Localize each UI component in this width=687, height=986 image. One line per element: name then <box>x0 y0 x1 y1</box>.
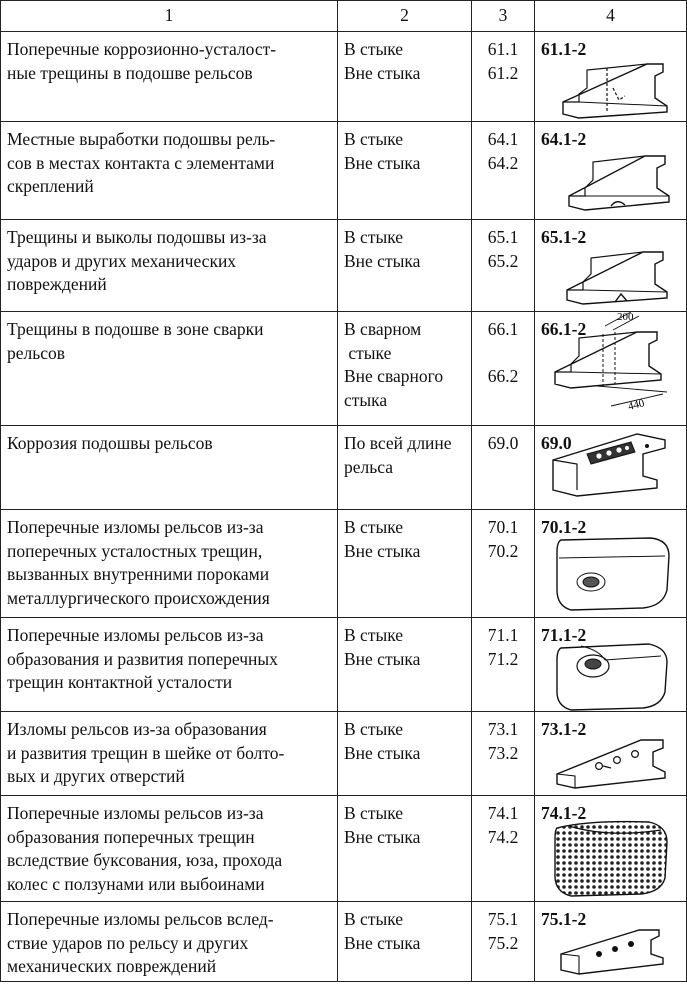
code-cell: 71.1 71.2 <box>472 618 535 712</box>
figure-cell <box>535 426 687 510</box>
table-row <box>1 510 687 618</box>
figure-cell <box>535 312 687 426</box>
rail-crack-illustration <box>555 58 675 122</box>
fracture-illustration <box>551 534 675 614</box>
code-cell: 65.1 65.2 <box>472 220 535 312</box>
header-col-2: 2 <box>338 1 472 32</box>
location-cell: В стыке Вне стыка <box>338 32 472 122</box>
location-cell: В стыке Вне стыка <box>338 796 472 902</box>
table-row <box>1 32 687 122</box>
figure-label: 75.1-2 <box>541 909 587 929</box>
figure-label: 66.1-2 <box>541 319 587 339</box>
table-row <box>1 902 687 982</box>
table-row <box>1 796 687 902</box>
impact-fracture-illustration <box>555 926 675 976</box>
code-cell: 73.1 73.2 <box>472 712 535 796</box>
description-cell: Изломы рельсов из-за образования и развития трещин в шейке от болто- вых и других отверстий <box>1 712 338 796</box>
header-row <box>1 1 687 32</box>
code-cell: 66.1 66.2 <box>472 312 535 426</box>
description-cell: Поперечные изломы рельсов из-за образования и развития поперечных трещин контактной усталости <box>1 618 338 712</box>
description-cell: Коррозия подошвы рельсов <box>1 426 338 510</box>
figure-label: 64.1-2 <box>541 129 587 149</box>
figure-cell <box>535 712 687 796</box>
figure-cell <box>535 32 687 122</box>
rail-corrosion-illustration <box>547 430 673 500</box>
code-cell: 69.0 <box>472 426 535 510</box>
header-col-4: 4 <box>535 1 687 32</box>
description-cell: Поперечные изломы рельсов из-за образования поперечных трещин вследствие буксования, юза, прохода колес с ползунами или выбоинами <box>1 796 338 902</box>
code-cell: 61.1 61.2 <box>472 32 535 122</box>
figure-label: 65.1-2 <box>541 227 587 247</box>
table-row <box>1 220 687 312</box>
wheel-slip-fracture-illustration <box>549 818 675 898</box>
figure-cell <box>535 510 687 618</box>
figure-cell <box>535 902 687 982</box>
location-cell: В стыке Вне стыка <box>338 902 472 982</box>
description-cell: Трещины в подошве в зоне сварки рельсов <box>1 312 338 426</box>
figure-label: 61.1-2 <box>541 39 587 59</box>
description-cell: Трещины и выколы подошвы из-за ударов и других механических повреждений <box>1 220 338 312</box>
table-row <box>1 712 687 796</box>
location-cell: В сварном стыке Вне сварного стыка <box>338 312 472 426</box>
bolt-hole-crack-illustration <box>551 736 675 790</box>
location-cell: В стыке Вне стыка <box>338 712 472 796</box>
code-cell: 64.1 64.2 <box>472 122 535 220</box>
figure-label: 71.1-2 <box>541 625 587 645</box>
location-cell: В стыке Вне стыка <box>338 220 472 312</box>
description-cell: Поперечные изломы рельсов из-за поперечных усталостных трещин, вызванных внутренними пороками металлургического происхождения <box>1 510 338 618</box>
table-row <box>1 312 687 426</box>
contact-fatigue-illustration <box>551 640 675 712</box>
location-cell: В стыке Вне стыка <box>338 510 472 618</box>
rail-chip-illustration <box>555 246 675 306</box>
header-col-1: 1 <box>1 1 338 32</box>
dimension-440: 440 <box>626 397 646 413</box>
figure-label: 73.1-2 <box>541 719 587 739</box>
figure-cell <box>535 220 687 312</box>
header-col-3: 3 <box>472 1 535 32</box>
dimension-200: 200 <box>617 311 634 323</box>
code-cell: 74.1 74.2 <box>472 796 535 902</box>
table-row <box>1 426 687 510</box>
location-cell: В стыке Вне стыка <box>338 122 472 220</box>
figure-label: 70.1-2 <box>541 517 587 537</box>
table-row <box>1 122 687 220</box>
description-cell: Поперечные коррозионно-усталост- ные трещины в подошве рельсов <box>1 32 338 122</box>
figure-cell <box>535 796 687 902</box>
code-cell: 75.1 75.2 <box>472 902 535 982</box>
description-cell: Поперечные изломы рельсов вслед- ствие ударов по рельсу и других механических повреждений <box>1 902 338 982</box>
rail-wear-illustration <box>555 148 675 212</box>
figure-cell <box>535 122 687 220</box>
location-cell: По всей длине рельса <box>338 426 472 510</box>
code-cell: 70.1 70.2 <box>472 510 535 618</box>
table-row <box>1 618 687 712</box>
figure-label: 74.1-2 <box>541 803 587 823</box>
description-cell: Местные выработки подошвы рель- сов в местах контакта с элементами скреплений <box>1 122 338 220</box>
figure-cell <box>535 618 687 712</box>
figure-label: 69.0 <box>541 433 572 453</box>
weld-crack-illustration <box>541 306 681 416</box>
location-cell: В стыке Вне стыка <box>338 618 472 712</box>
